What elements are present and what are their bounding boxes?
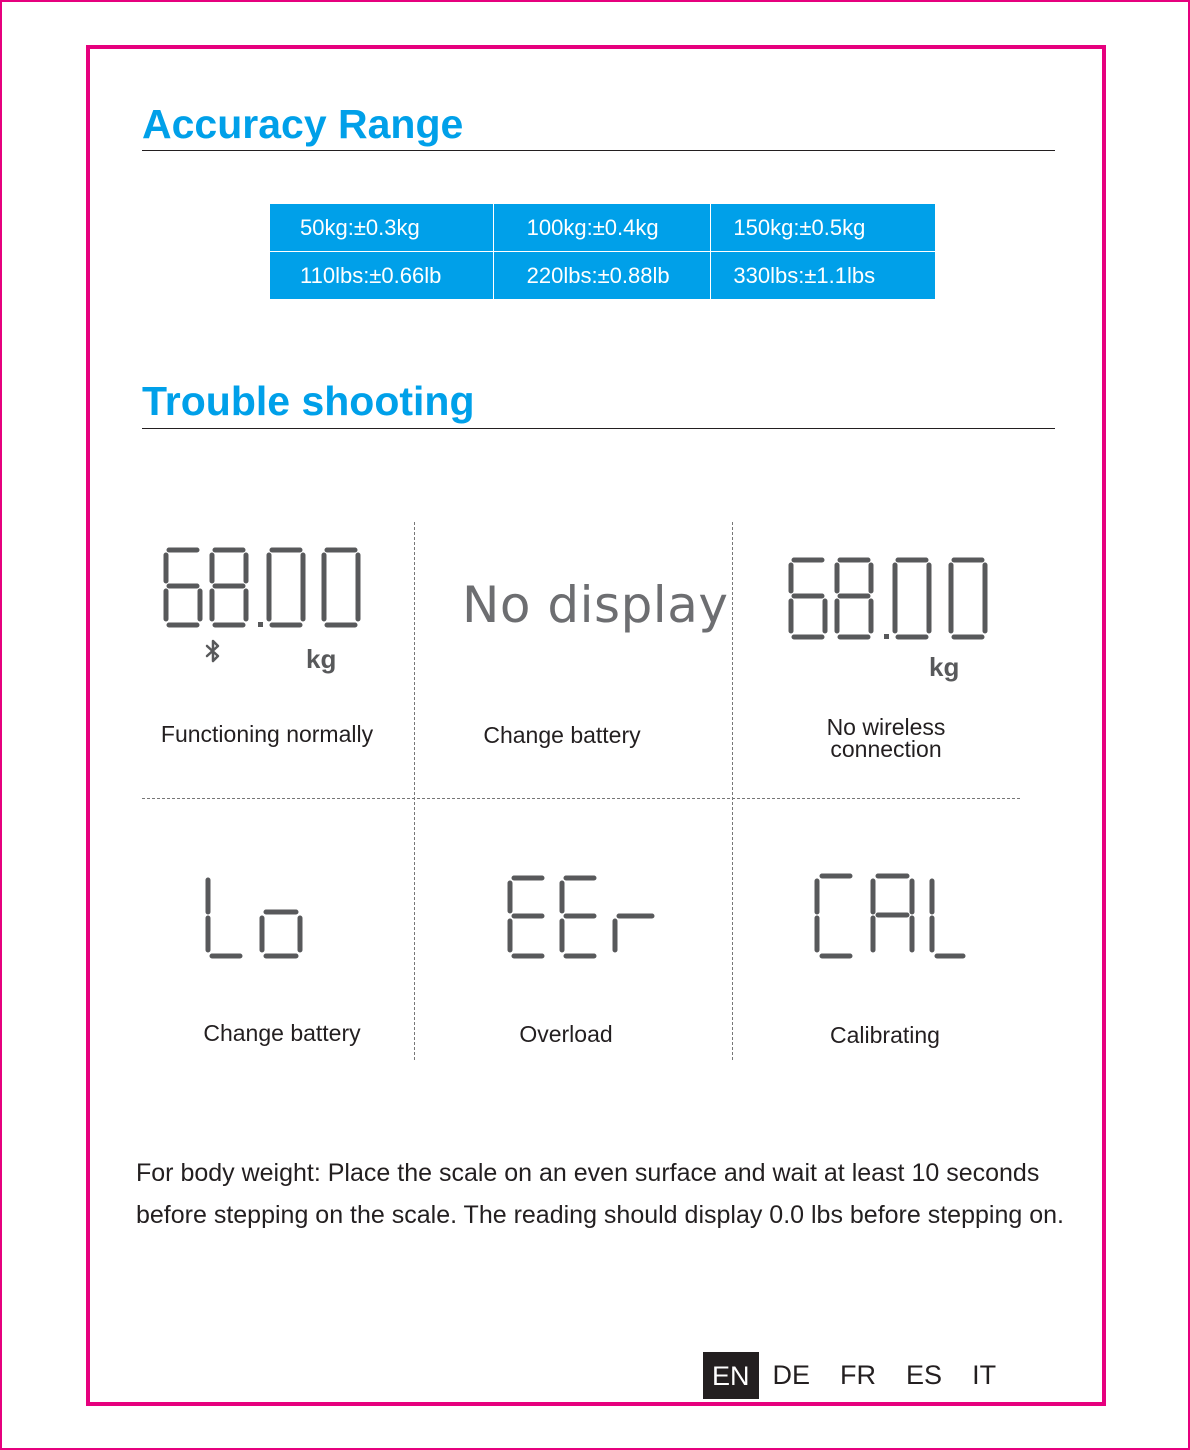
- grid-divider: [414, 522, 415, 1060]
- accuracy-range-title: Accuracy Range: [142, 101, 464, 147]
- accuracy-range-rule: [142, 150, 1055, 151]
- lang-it[interactable]: IT: [972, 1360, 997, 1390]
- accuracy-table: [269, 203, 936, 300]
- table-row: [270, 204, 936, 252]
- language-selector: [703, 1352, 1026, 1399]
- lcd-display-lo: [200, 872, 315, 964]
- trouble-shooting-title: Trouble shooting: [142, 378, 475, 424]
- no-display-text: No display: [462, 576, 729, 634]
- caption-change-battery: Change battery: [483, 722, 641, 748]
- caption-change-battery-lo: Change battery: [203, 1020, 361, 1046]
- table-cell: 330lbs:±1.1lbs: [711, 252, 936, 300]
- caption-no-wireless: [786, 716, 986, 760]
- table-row: [270, 252, 936, 300]
- lang-en[interactable]: EN: [703, 1352, 759, 1399]
- unit-kg: kg: [306, 644, 337, 674]
- caption-calibrating: Calibrating: [830, 1022, 940, 1048]
- lang-fr[interactable]: FR: [840, 1360, 877, 1390]
- lcd-display-eer: [502, 870, 662, 966]
- caption-overload: Overload: [519, 1021, 613, 1047]
- lcd-display-no-wireless: [785, 552, 1000, 684]
- lcd-display-cal: [808, 868, 970, 966]
- grid-divider: [142, 798, 1020, 799]
- caption-line: No wireless: [826, 714, 946, 740]
- caption-functioning-normally: Functioning normally: [160, 721, 374, 747]
- table-cell: 220lbs:±0.88lb: [493, 252, 711, 300]
- grid-divider: [732, 522, 733, 1060]
- table-cell: 100kg:±0.4kg: [493, 204, 711, 252]
- unit-kg: kg: [929, 652, 960, 682]
- trouble-shooting-rule: [142, 428, 1055, 429]
- lang-de[interactable]: DE: [772, 1360, 811, 1390]
- table-cell: 50kg:±0.3kg: [270, 204, 494, 252]
- lang-es[interactable]: ES: [906, 1360, 943, 1390]
- lcd-display-normal: [160, 542, 375, 677]
- table-cell: 150kg:±0.5kg: [711, 204, 936, 252]
- table-cell: 110lbs:±0.66lb: [270, 252, 494, 300]
- caption-line: connection: [830, 736, 942, 762]
- body-weight-note: For body weight: Place the scale on an even surface and wait at least 10 seconds before stepping on the scale. The reading should display 0.0 lbs before stepping on.: [136, 1159, 1064, 1229]
